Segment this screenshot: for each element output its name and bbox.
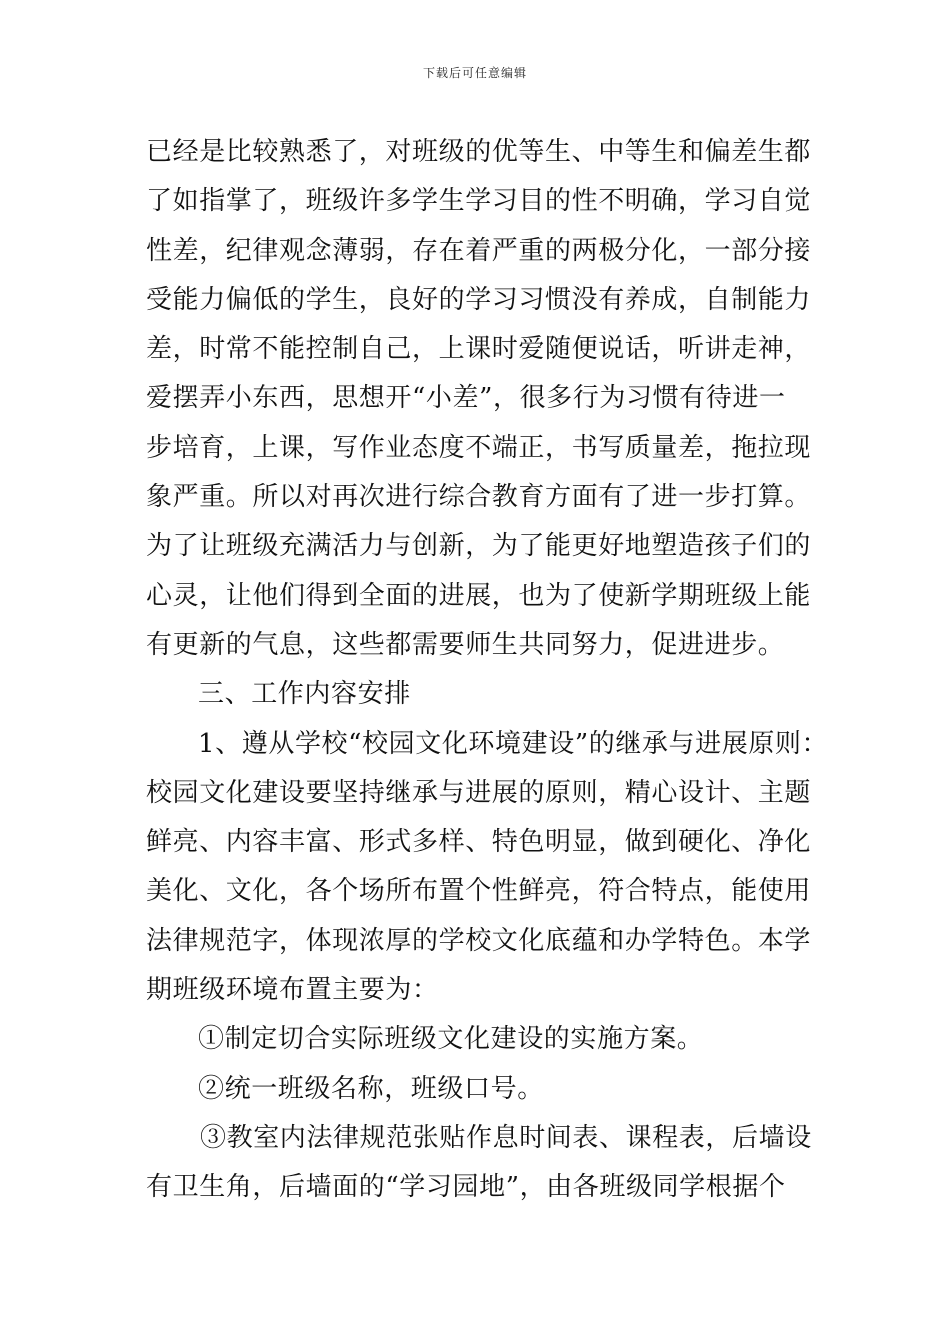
- text-line: 1、遵从学校“校园文化环境建设”的继承与进展原则：: [198, 728, 829, 759]
- text-line: 有更新的气息，这些都需要师生共同努力，促进进步。: [146, 629, 785, 660]
- text-line: 美化、文化，各个场所布置个性鲜亮，符合特点，能使用: [146, 876, 812, 907]
- text-line: 有卫生角，后墙面的“学习园地”，由各班级同学根据个: [146, 1172, 786, 1203]
- list-item: ①制定切合实际班级文化建设的实施方案。: [198, 1024, 704, 1055]
- text-line: 法律规范字，体现浓厚的学校文化底蕴和办学特色。本学: [146, 925, 812, 956]
- text-line: 步培育，上课，写作业态度不端正，书写质量差，拖拉现: [146, 432, 812, 463]
- text-line: 心灵，让他们得到全面的进展，也为了使新学期班级上能: [146, 580, 812, 611]
- list-item: ②统一班级名称，班级口号。: [198, 1073, 544, 1104]
- section-heading: 三、工作内容安排: [198, 679, 411, 710]
- text-line: 期班级环境布置主要为：: [146, 975, 439, 1006]
- text-line: 为了让班级充满活力与创新，为了能更好地塑造孩子们的: [146, 531, 812, 562]
- page-header: 下载后可任意编辑: [422, 66, 527, 80]
- text-line: 鲜亮、内容丰富、形式多样、特色明显，做到硬化、净化: [146, 827, 812, 858]
- document-body: [146, 128, 829, 1213]
- text-line: 校园文化建设要坚持继承与进展的原则，精心设计、主题: [146, 777, 812, 808]
- text-line: 爱摆弄小东西，思想开“小差”，很多行为习惯有待进一: [146, 383, 786, 414]
- text-line: 差，时常不能控制自己，上课时爱随便说话，听讲走神，: [146, 334, 812, 365]
- text-line: 已经是比较熟悉了，对班级的优等生、中等生和偏差生都: [146, 137, 812, 167]
- text-line: 性差，纪律观念薄弱，存在着严重的两极分化，一部分接: [146, 235, 812, 266]
- text-line: 象严重。所以对再次进行综合教育方面有了进一步打算。: [146, 482, 812, 513]
- text-line: 受能力偏低的学生，良好的学习习惯没有养成，自制能力: [146, 284, 812, 315]
- text-line: 了如指掌了，班级许多学生学习目的性不明确，学习自觉: [146, 186, 812, 217]
- list-item: ③教室内法律规范张贴作息时间表、课程表，后墙设: [200, 1122, 812, 1153]
